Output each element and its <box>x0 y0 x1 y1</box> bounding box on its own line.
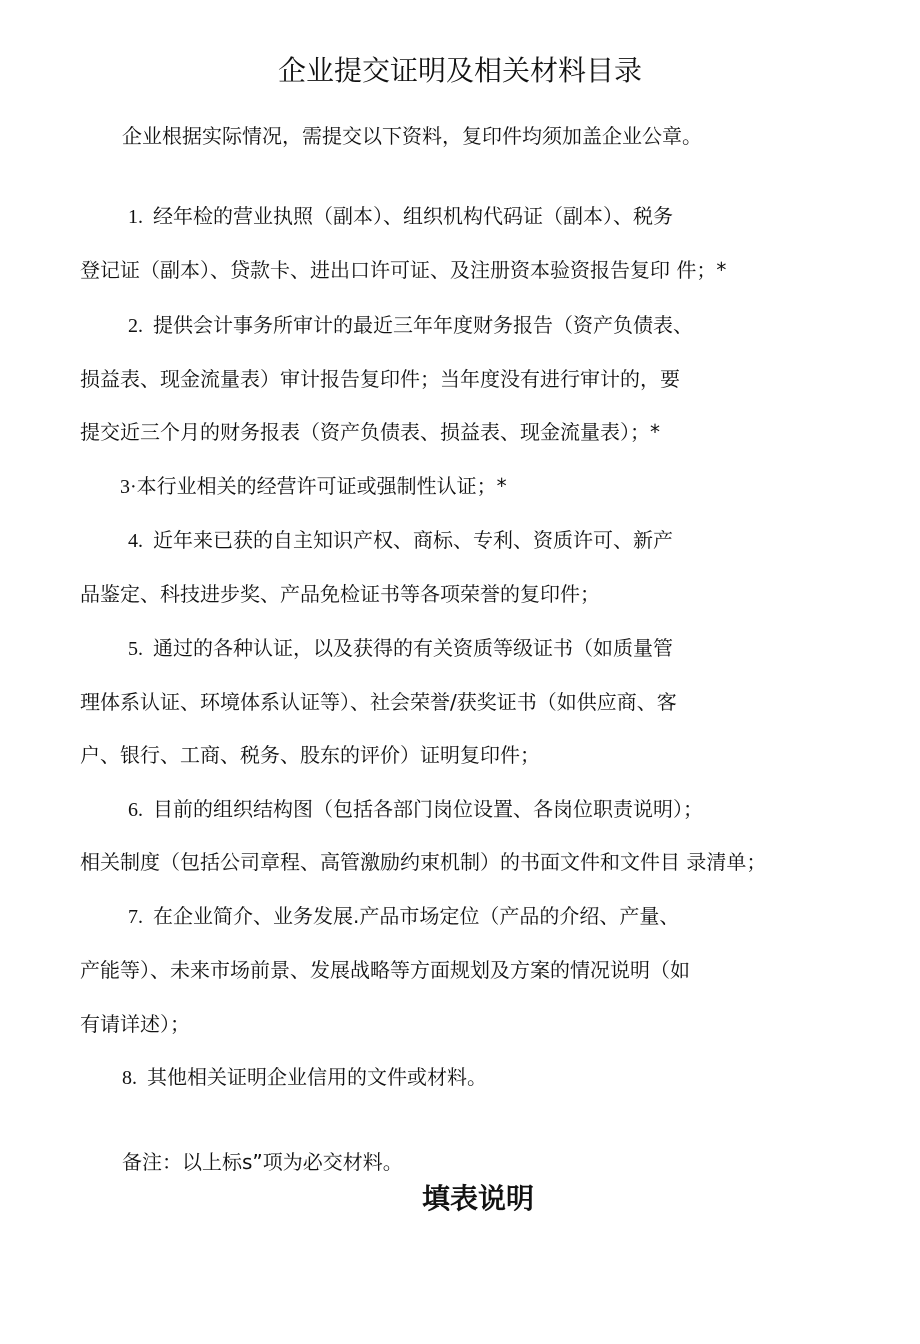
item-text-line: 损益表、现金流量表）审计报告复印件；当年度没有进行审计的，要 <box>80 367 680 391</box>
item-text-line: 通过的各种认证，以及获得的有关资质等级证书（如质量管 <box>153 636 673 660</box>
item-text-line: 相关制度（包括公司章程、高管激励约束机制）的书面文件和文件目 录清单； <box>80 850 767 874</box>
list-item-4 <box>128 526 673 555</box>
item-text-line: 户、银行、工商、税务、股东的评价）证明复印件； <box>80 743 540 767</box>
item-text-line: 近年来已获的自主知识产权、商标、专利、资质许可、新产 <box>153 528 673 552</box>
item-number: 8. <box>122 1067 137 1089</box>
item-number: 5. <box>128 638 143 660</box>
item-number: 7. <box>128 906 143 928</box>
item-text-line: 目前的组织结构图（包括各部门岗位设置、各岗位职责说明）； <box>153 797 703 821</box>
item-number: 1. <box>128 206 143 228</box>
item-text-line: 在企业简介、业务发展.产品市场定位（产品的介绍、产量、 <box>153 904 680 928</box>
item-text-line: 本行业相关的经营许可证或强制性认证；* <box>136 474 507 498</box>
list-item-1 <box>128 202 673 231</box>
item-text-line: 有请详述）； <box>80 1012 190 1036</box>
intro-text: 企业根据实际情况，需提交以下资料，复印件均须加盖企业公章。 <box>122 124 702 148</box>
list-item-3 <box>120 472 507 501</box>
list-item-2 <box>128 311 693 340</box>
list-item-8 <box>122 1063 487 1092</box>
item-text-line: 提交近三个月的财务报表（资产负债表、损益表、现金流量表）；* <box>80 420 660 444</box>
section-subtitle: 填表说明 <box>421 1182 534 1215</box>
item-number: 2. <box>128 315 143 337</box>
list-item-5 <box>128 634 673 663</box>
note-text: 备注：以上标s”项为必交材料。 <box>122 1150 403 1174</box>
item-text-line: 提供会计事务所审计的最近三年年度财务报告（资产负债表、 <box>153 313 693 337</box>
list-item-6 <box>128 795 703 824</box>
item-text-line: 产能等）、未来市场前景、发展战略等方面规划及方案的情况说明（如 <box>80 958 690 982</box>
document-title: 企业提交证明及相关材料目录 <box>277 54 642 87</box>
item-text-line: 理体系认证、环境体系认证等）、社会荣誉/获奖证书（如供应商、客 <box>80 690 677 714</box>
item-number: 6. <box>128 799 143 821</box>
item-text-line: 经年检的营业执照（副本）、组织机构代码证（副本）、税务 <box>153 204 673 228</box>
item-number: 3· <box>120 476 137 498</box>
item-text-line: 其他相关证明企业信用的文件或材料。 <box>147 1065 487 1089</box>
item-text-line: 登记证（副本）、贷款卡、进出口许可证、及注册资本验资报告复印 件；* <box>80 258 727 282</box>
list-item-7 <box>128 902 679 931</box>
item-number: 4. <box>128 530 143 552</box>
item-text-line: 品鉴定、科技进步奖、产品免检证书等各项荣誉的复印件； <box>80 582 600 606</box>
